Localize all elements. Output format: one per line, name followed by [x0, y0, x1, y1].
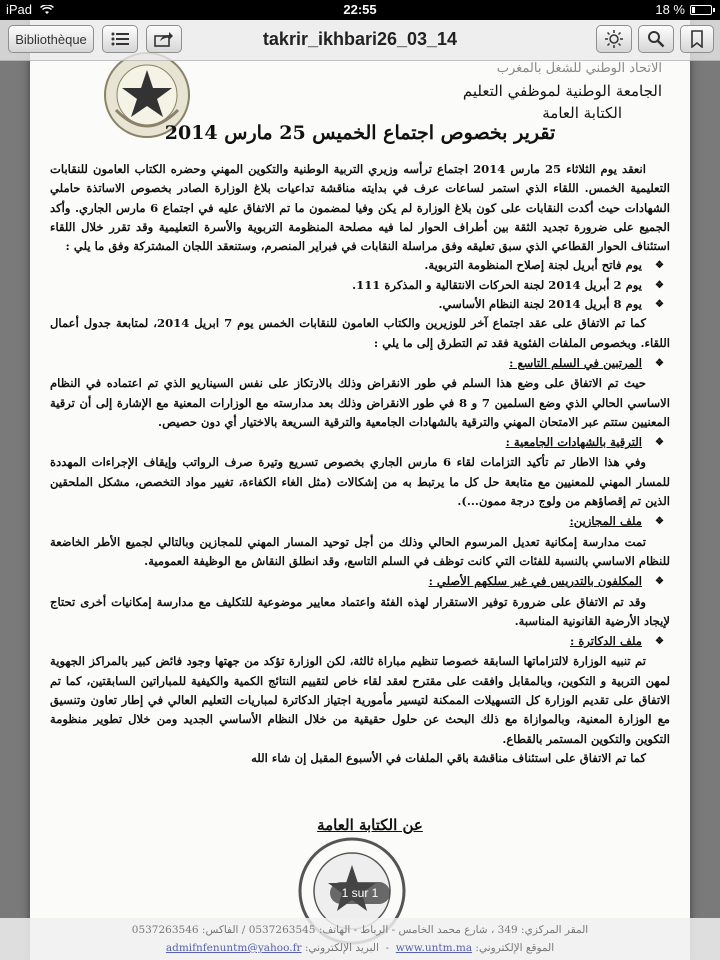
brightness-icon — [605, 30, 623, 48]
email-link[interactable]: admifnfenuntm@yahoo.fr — [165, 942, 302, 954]
document-title: takrir_ikhbari26_03_14 — [262, 29, 458, 49]
section-heading: ❖ ملف المجازين: — [50, 512, 670, 531]
share-button[interactable] — [146, 25, 182, 53]
list-icon — [111, 32, 129, 46]
section-text: وفي هذا الاطار تم تأكيد التزامات لقاء 6 مارس الجاري بخصوص تسريع وتيرة صرف الرواتب وإيقاف الإجراءات المهددة للمسار المهني للمعنيين مع متابعة حل كل ما يرتبط به من إشكالات (مثل الغاء الكفاءة، تغيير مواد التخصص، مشكل الملحقين الذين تم إقصاؤهم من ولوج درجة ممون...). — [50, 455, 670, 509]
committee-item: ❖ يوم 2 أبريل 2014 لجنة الحركات الانتقالية و المذكرة 111. — [50, 276, 670, 295]
bookmark-button[interactable] — [680, 25, 714, 53]
report-body — [50, 160, 670, 768]
signature-line: عن الكتابة العامة — [317, 816, 423, 834]
section-text: تم تنبيه الوزارة لالتزاماتها السابقة خصوصا تنظيم مباراة ثالثة، لكن الوزارة تؤكد من جهتها وجود فائض كبير بالمراكز الجهوية لمهن التربية و التكوين، وبالمقابل وافقت على مقترح لعقد لقاء خاص لتقييم النتائج الكمية والكيفية للمباراتين السابقتين، كما تم الاتفاق على تقديم الوزارة كل التسهيلات الممكنة لتيسير مأمورية اجتياز الدكاترة لمباريات التعليم العالي في إطار تعاون وتنسيق مع الوزارة المعنية، وبالموازاة مع ذلك البحث عن حلول حقيقية من خلال النظام الأساسي الجديد ومن خلال تطوير منظومة التكوين والتكوين المستمر بالقطاع. — [50, 654, 670, 746]
bookmark-icon — [690, 30, 704, 48]
website-label: الموقع الإلكتروني: — [475, 942, 555, 954]
section-text: حيث تم الاتفاق على وضع هذا السلم في طور الانقراض وذلك بالارتكاز على نفس السيناريو الذي تم اعتماده في النظام الاساسي الحالي الذي وضع السلمين 7 و 8 في طور الانقراض وذلك بعد مدارسته مع الوزارات المعنية مع الإشارة إلى أن ترقية المعنيين ستتم عبر الامتحان المهني والترقية بالشهادات الجامعية والترقية السريعة بالاختيار أي دون حصيص. — [50, 376, 671, 429]
footer-contacts: الموقع الإلكتروني: www.untm.ma - البريد الإلكتروني: admifnfenuntm@yahoo.fr — [165, 942, 555, 954]
document-footer — [0, 918, 720, 960]
page-indicator: 1 sur 1 — [330, 882, 390, 904]
report-title: تقرير بخصوص اجتماع الخميس 25 مارس 2014 — [164, 122, 556, 144]
agreement-paragraph: كما تم الاتفاق على عقد اجتماع آخر للوزيرين والكتاب العامون للنقابات الخمس يوم 7 ابريل 2014، لمتابعة جدول أعمال اللقاء. وبخصوص الملفات الفئوية فقد تم التطرق إلى ما يلي : — [50, 316, 670, 350]
share-icon — [154, 31, 174, 47]
section-text: تمت مدارسة إمكانية تعديل المرسوم الحالي وذلك من أجل توحيد المسار المهني للمجازين وبالتالي لجميع الأطر الخاضعة للنظام الاساسي بالنسبة للفئات التي كانت توظف في السلم التاسع، وقد انطلق النقاش مع الوظيفة العمومية. — [50, 534, 670, 568]
closing-paragraph: كما تم الاتفاق على استئناف مناقشة باقي الملفات في الأسبوع المقبل إن شاء الله — [251, 750, 646, 765]
email-label: البريد الإلكتروني: — [304, 942, 379, 954]
website-link[interactable]: www.untm.ma — [395, 942, 473, 954]
device-name: iPad — [6, 2, 33, 17]
brightness-button[interactable] — [596, 25, 632, 53]
list-button[interactable] — [102, 25, 138, 53]
org-name: الاتحاد الوطني للشغل بالمغرب — [496, 61, 662, 76]
battery-icon — [690, 5, 712, 15]
federation-name: الجامعة الوطنية لموظفي التعليم — [462, 82, 662, 100]
clock: 22:55 — [343, 2, 377, 17]
intro-paragraph: انعقد يوم الثلاثاء 25 مارس 2014 اجتماع ترأسه وزيري التربية الوطنية والتكوين المهني وحضره الكتاب العامون للنقابات التعليمية الخمس. اللقاء الذي استمر لساعات عرف في بدايته مناقشة تداعيات بلاغ الوزارة الصادر بخصوص الاساتذة حاملي الشهادات حيث أكدت النقابات على كون بلاغ الوزارة لم يكن وفيا لمضمون ما تم الاتفاق عليه في اجتماع 6 مارس الجاري. وأكد الجميع على ضرورة تجديد الثقة بين أطراف الحوار لما فيه مصلحة المنظومة التربوية والأسرة التعليمية وقد تقرر خلال اللقاء استئناف الحوار القطاعي الذي سبق تعليقه وفق مراسلة النقابات في فبراير المنصرم، وستنعقد اللجان المشتركة وفق ما يلي : — [50, 162, 670, 254]
footer-address: المقر المركزي: 349 ، شارع محمد الخامس - الرباط - الهاتف: 0537263545 / الفاكس: 0537263546 — [131, 924, 589, 936]
section-heading: ❖ ملف الدكاترة : — [50, 632, 670, 651]
status-bar — [0, 0, 720, 20]
reader-toolbar — [0, 20, 720, 61]
section-heading: ❖ المكلفون بالتدريس في غير سلكهم الأصلي : — [50, 572, 670, 591]
committee-item: ❖ يوم فاتح أبريل لجنة إصلاح المنظومة التربوية. — [50, 256, 670, 275]
battery-percent: 18 % — [655, 2, 685, 17]
secretariat-name: الكتابة العامة — [542, 104, 622, 122]
library-button[interactable]: Bibliothèque — [8, 25, 94, 53]
section-text: وقد تم الاتفاق على ضرورة توفير الاستقرار لهذه الفئة واعتماد معايير موضوعية للتكليف مع مدارسة إمكانيات أخرى تحتاج لإيجاد الأرضية القانونية المناسبة. — [50, 594, 670, 628]
section-heading: ❖ الترقية بالشهادات الجامعية : — [50, 433, 670, 452]
search-button[interactable] — [638, 25, 674, 53]
organization-header — [262, 58, 662, 124]
document-page[interactable] — [30, 20, 690, 960]
committee-item: ❖ يوم 8 أبريل 2014 لجنة النظام الأساسي. — [50, 295, 670, 314]
section-heading: ❖ المرتبين في السلم التاسع : — [50, 354, 670, 373]
search-icon — [647, 30, 665, 48]
